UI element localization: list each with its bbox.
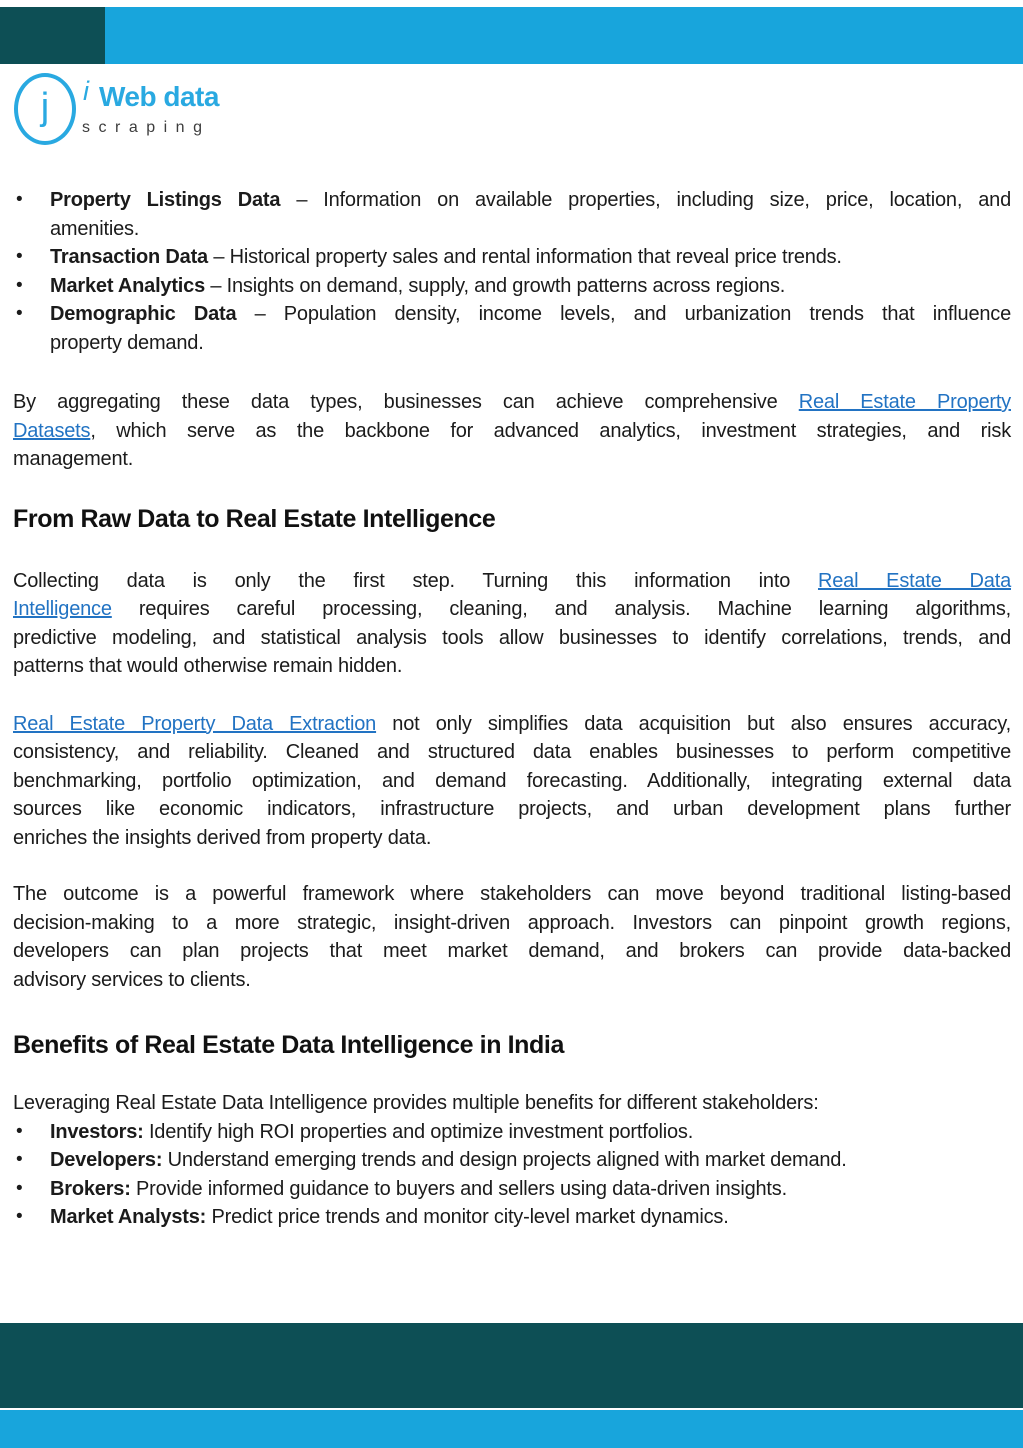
text-run: requires careful processing, cleaning, and analysis. Machine learning algorithms, xyxy=(111,598,1011,620)
text-line xyxy=(50,186,1011,215)
text-line xyxy=(50,215,1011,244)
bottom-bar-blue xyxy=(0,1410,1023,1448)
text-run: enriches the insights derived from property data. xyxy=(13,826,432,849)
logo-subtitle: scraping xyxy=(82,119,211,136)
text-run: benchmarking, portfolio optimization, and demand forecasting. Additionally, integrating external data xyxy=(13,769,1011,792)
top-bar xyxy=(0,7,1023,64)
bold-run: Developers: xyxy=(50,1149,163,1171)
bold-run: Brokers: xyxy=(50,1177,131,1200)
text-run: sources like economic indicators, infrastructure projects, and urban development plans further xyxy=(13,798,1011,820)
text-run: not only simplifies data acquisition but also ensures accuracy, xyxy=(376,712,1011,735)
text-line xyxy=(13,388,1011,417)
text-run: decision-making to a more strategic, insight-driven approach. Investors can pinpoint growth regions, xyxy=(13,911,1011,934)
top-bar-blue-strip xyxy=(105,7,1023,64)
text-line xyxy=(13,624,1011,653)
paragraph-outcome xyxy=(13,880,1011,994)
text-line xyxy=(50,1118,1011,1147)
bold-run: Market Analysts: xyxy=(50,1206,207,1228)
list-item-transaction-data xyxy=(13,243,1011,272)
text-link[interactable]: Real Estate Property xyxy=(798,391,1011,413)
list-item-brokers xyxy=(13,1175,1011,1204)
logo xyxy=(13,72,293,144)
bold-run: Demographic Data xyxy=(50,303,237,325)
paragraph-leveraging xyxy=(13,1089,1011,1118)
text-run: consistency, and reliability. Cleaned and structured data enables businesses to perform competitive xyxy=(13,741,1011,763)
logo-letter-i: i xyxy=(83,76,89,106)
text-line xyxy=(50,1175,1011,1204)
bold-run: Property Listings Data xyxy=(50,189,281,211)
text-link[interactable]: Intelligence xyxy=(13,598,112,620)
list-item-property-listings xyxy=(13,186,1011,243)
logo-circle-icon xyxy=(14,73,76,145)
list-item-developers xyxy=(13,1146,1011,1175)
text-line xyxy=(13,767,1011,796)
text-line xyxy=(13,909,1011,938)
top-bar-dark-block xyxy=(0,7,105,64)
text-line xyxy=(13,824,1011,853)
text-run: Collecting data is only the first step. Turning this information into xyxy=(13,569,818,592)
list-item-investors xyxy=(13,1118,1011,1147)
text-line xyxy=(13,795,1011,824)
text-run: – Population density, income levels, and urbanization trends that influence xyxy=(236,303,1012,325)
text-link[interactable]: Real Estate Data xyxy=(817,569,1011,592)
list-item-market-analysts xyxy=(13,1203,1011,1232)
text-line xyxy=(13,966,1011,995)
section-heading-benefits: Benefits of Real Estate Data Intelligence in India xyxy=(13,1031,564,1059)
bold-run: Investors: xyxy=(50,1120,144,1143)
text-line xyxy=(50,272,1011,301)
text-run: management. xyxy=(13,448,134,470)
text-line xyxy=(50,1203,1011,1232)
bottom-bar-dark xyxy=(0,1323,1023,1408)
text-run: , which serve as the backbone for advanced analytics, investment strategies, and risk xyxy=(90,419,1011,442)
text-line xyxy=(13,710,1011,739)
text-line xyxy=(13,595,1011,624)
bold-run: Transaction Data xyxy=(50,246,208,268)
text-line xyxy=(13,652,1011,681)
text-line xyxy=(50,300,1011,329)
stakeholders-list xyxy=(13,1118,1011,1232)
text-run: Leveraging Real Estate Data Intelligence provides multiple benefits for different stakeholders: xyxy=(13,1092,819,1114)
text-run: property demand. xyxy=(50,331,204,354)
data-types-list xyxy=(13,186,1011,357)
text-line xyxy=(50,329,1011,358)
text-run: amenities. xyxy=(50,217,140,240)
text-run: predictive modeling, and statistical analysis tools allow businesses to identify correlations, trends, and xyxy=(13,626,1011,649)
text-run: By aggregating these data types, businesses can achieve comprehensive xyxy=(13,391,799,413)
text-run: Predict price trends and monitor city-level market dynamics. xyxy=(206,1206,729,1228)
text-line xyxy=(50,1146,1011,1175)
text-line xyxy=(13,880,1011,909)
text-line xyxy=(13,445,1011,474)
text-line xyxy=(50,243,1011,272)
text-run: – Historical property sales and rental information that reveal price trends. xyxy=(207,246,842,268)
paragraph-collecting xyxy=(13,567,1011,681)
logo-wordmark: Web data xyxy=(99,81,219,112)
list-item-market-analytics xyxy=(13,272,1011,301)
text-run: advisory services to clients. xyxy=(13,968,251,991)
text-run: developers can plan projects that meet market demand, and brokers can provide data-backed xyxy=(13,940,1011,962)
text-run: – Insights on demand, supply, and growth patterns across regions. xyxy=(205,274,786,297)
text-line xyxy=(13,738,1011,767)
bold-run: Market Analytics xyxy=(50,274,206,297)
text-link[interactable]: Datasets xyxy=(13,419,91,442)
text-run: Understand emerging trends and design projects aligned with market demand. xyxy=(162,1149,847,1171)
document-body xyxy=(13,186,1011,1232)
text-run: patterns that would otherwise remain hidden. xyxy=(13,655,403,677)
paragraph-extraction xyxy=(13,710,1011,853)
logo-monogram: j xyxy=(40,85,50,128)
text-run: – Information on available properties, including size, price, location, and xyxy=(280,189,1011,211)
text-line xyxy=(13,937,1011,966)
text-run: Identify high ROI properties and optimize investment portfolios. xyxy=(143,1120,694,1143)
list-item-demographic-data xyxy=(13,300,1011,357)
text-line xyxy=(13,417,1011,446)
section-heading-raw-data: From Raw Data to Real Estate Intelligence xyxy=(13,504,496,533)
paragraph-aggregating xyxy=(13,388,1011,474)
text-line xyxy=(13,1089,1011,1118)
text-run: Provide informed guidance to buyers and sellers using data-driven insights. xyxy=(130,1177,787,1200)
text-link[interactable]: Real Estate Property Data Extraction xyxy=(13,712,377,735)
text-run: The outcome is a powerful framework where stakeholders can move beyond traditional listing-based xyxy=(13,883,1011,905)
text-line xyxy=(13,567,1011,596)
